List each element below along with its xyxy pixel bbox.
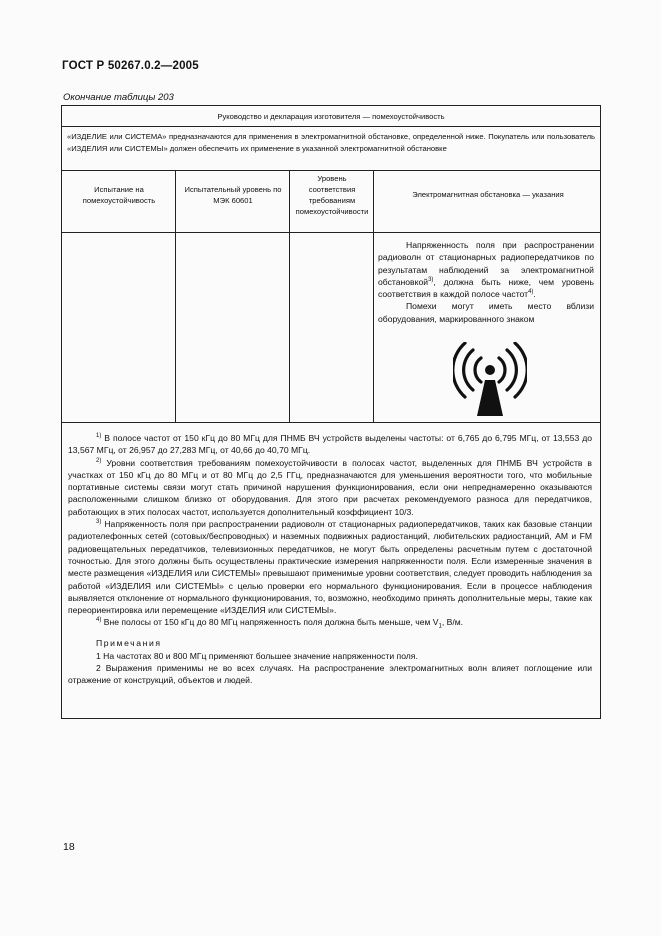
notes-title: Примечания [96, 638, 162, 649]
table-rule [62, 170, 600, 171]
column-header-compliance-level: Уровень соответствия требованиям помехоустойчивости [295, 174, 369, 216]
footnote-text: Уровни соответствия требованиям помехоустойчивости в полосах частот, выделенных для ПНМБ ВЧ устройств в участках от 150 кГц до 80 МГц и от 80 МГц до 2,5 ГГц, предназначаются для уменьшения вероятности того, что мобильные портативные системы связи могут стать причиной нарушения функционирования, если они непреднамеренно оказываются расположенными слишком близко от оборудования. Для этого при расчетах рекомендуемого разноса для передатчиков, работающих в этих полосах частот, используется дополнительный коэффициент 10/3. [68, 457, 592, 517]
column-header-guidance: Электромагнитная обстановка — указания [412, 190, 564, 199]
guidance-cell [378, 239, 594, 325]
subscript: 1 [438, 624, 442, 631]
table-title: Руководство и декларация изготовителя — помехоустойчивость [217, 112, 445, 121]
document-standard-title: ГОСТ Р 50267.0.2—2005 [62, 60, 199, 72]
guidance-text: Напряженность поля при распространении радиоволн от стационарных радиопередатчиков по результатам наблюдений за электромагнитной обстановкой [378, 240, 594, 287]
footnote-2 [68, 457, 592, 518]
column-divider [175, 170, 176, 422]
footnote-1 [68, 432, 592, 457]
footnote-mark: 4) [96, 617, 102, 624]
guidance-paragraph-1 [378, 239, 594, 300]
footnote-text: В полосе частот от 150 кГц до 80 МГц для ПНМБ ВЧ устройств выделены частоты: от 6,765 до 6,795 МГц, от 13,553 до 13,567 МГц, от 26,957 до 27,283 МГц, от 40,66 до 40,70 МГц. [68, 433, 592, 456]
footnote-3 [68, 518, 592, 616]
footnote-text: Вне полосы от 150 кГц до 80 МГц напряженность поля должна быть меньше, чем V [103, 617, 439, 628]
footnote-ref: 3) [428, 277, 434, 284]
guidance-text: , должна быть ниже, чем уровень соответствия в каждой полосе частот [378, 276, 594, 300]
guidance-text: . [533, 289, 536, 300]
page-number: 18 [63, 841, 75, 853]
footnote-text: Напряженность поля при распространении радиоволн от стационарных радиопередатчиков, таких как базовые станции радиотелефонных сетей (сотовых/беспроводных) и наземных подвижных радиостанций, любительских радиостанций, АМ и FM радиовещательных передатчиков, телевизионных передатчиков, не могут быть определены расчетным путем с достаточной точностью. Для этого должны быть осуществлены практические измерения напряженности поля. Если измеренные значения в месте размещения «ИЗДЕЛИЯ или СИСТЕМЫ» превышают применимые уровни соответствия, следует проводить наблюдения за работой «ИЗДЕЛИЯ или СИСТЕМЫ» с целью проверки его нормального функционирования. Если в процессе наблюдения выявляется отклонение от нормального функционирования, то, возможно, необходимо принять дополнительные меры, такие как переориентировка или перемещение «ИЗДЕЛИЯ или СИСТЕМЫ». [68, 519, 592, 616]
note-1: 1 На частотах 80 и 800 МГц применяют большее значение напряженности поля. [96, 650, 418, 661]
table-intro: «ИЗДЕЛИЕ или СИСТЕМА» предназначаются для применения в электромагнитной обстановке, определенной ниже. Покупатель или пользователь «ИЗДЕЛИЯ или СИСТЕМЫ» должен обеспечить их применение в указанной электромагнитной обстановке [67, 132, 595, 153]
guidance-paragraph-2: Помехи могут иметь место вблизи оборудования, маркированного знаком [378, 301, 594, 324]
table-rule [62, 232, 600, 233]
table-rule [62, 422, 600, 423]
table-caption: Окончание таблицы 203 [63, 92, 174, 103]
footnote-mark: 3) [96, 519, 102, 526]
footnote-mark: 1) [96, 433, 102, 440]
non-ionizing-radiation-icon [453, 342, 527, 420]
footnote-4 [68, 616, 592, 633]
note-2: 2 Выражения применимы не во всех случаях. На распространение электромагнитных волн влияет поглощение или отражение от конструкций, объектов и людей. [68, 663, 592, 686]
footnotes [68, 432, 592, 687]
footnote-text: , В/м. [441, 617, 464, 628]
table-rule [62, 126, 600, 127]
column-divider [289, 170, 290, 422]
footnote-ref: 4) [528, 289, 534, 296]
footnote-mark: 2) [96, 457, 102, 464]
notes [68, 637, 592, 686]
column-divider [373, 170, 374, 422]
column-header-test: Испытание на помехоустойчивость [82, 185, 156, 205]
column-header-test-level: Испытательный уровень по МЭК 60601 [184, 185, 282, 205]
